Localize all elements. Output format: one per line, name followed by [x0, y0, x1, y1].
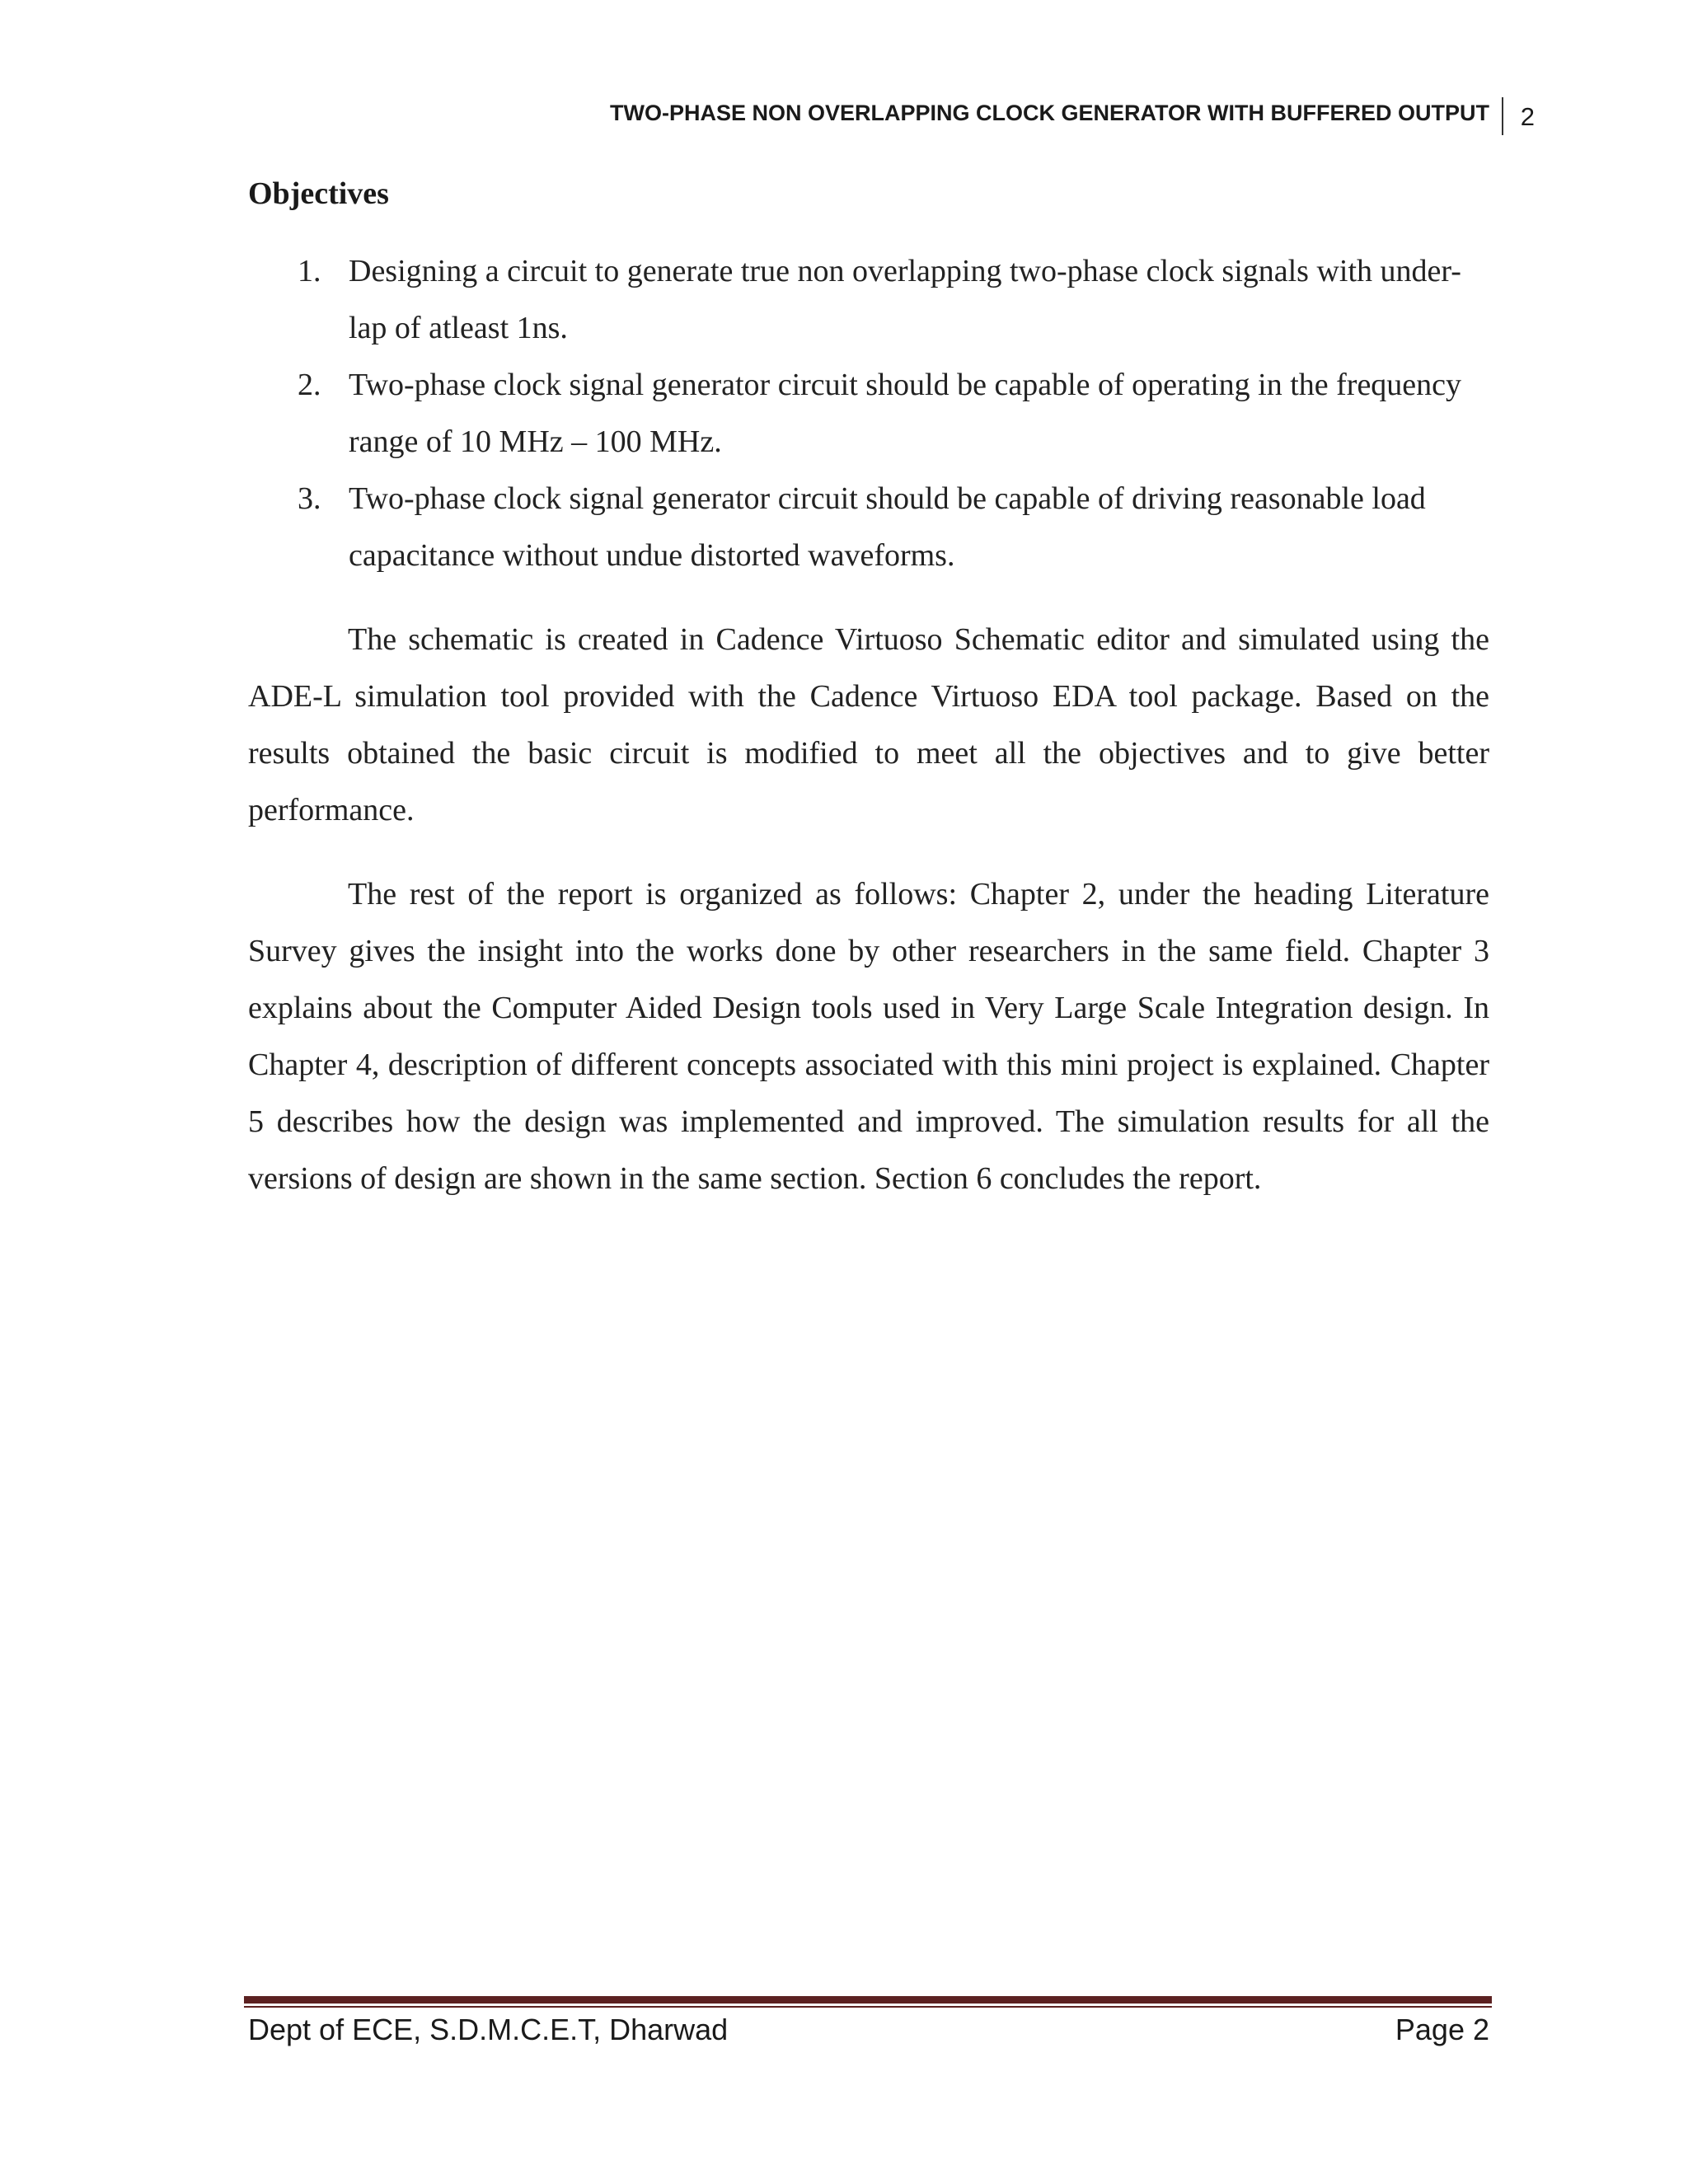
- list-item-text: Designing a circuit to generate true non overlapping two-phase clock signals with under-lap of atleast 1ns.: [349, 254, 1461, 345]
- header-divider: [1502, 97, 1503, 135]
- header-page-number: 2: [1520, 102, 1535, 131]
- paragraph-methodology: The schematic is created in Cadence Virtuoso Schematic editor and simulated using the ADE-L simulation tool provided with the Cadence Virtuoso EDA tool package. Based on the results obtained the basic circuit is modified to meet all the objectives and to give better performance.: [248, 622, 1489, 827]
- footer-page-label: Page 2: [1395, 2013, 1489, 2046]
- paragraph-report-organization: The rest of the report is organized as follows: Chapter 2, under the heading Literature Survey gives the insight into the works done by other researchers in the same field. Chapter 3 explains about the Computer Aided Design tools used in Very Large Scale Integration design. In Chapter 4, description of different concepts associated with this mini project is explained. Chapter 5 describes how the design was implemented and improved. The simulation results for all the versions of design are shown in the same section. Section 6 concludes the report.: [248, 877, 1489, 1196]
- section-heading: Objectives: [248, 176, 389, 211]
- list-item: [248, 357, 1489, 471]
- page-content: [248, 169, 1489, 1207]
- list-item-number: 3.: [298, 481, 321, 516]
- footer-rule: [244, 1996, 1492, 2004]
- header-title: TWO-PHASE NON OVERLAPPING CLOCK GENERATOR WITH BUFFERED OUTPUT: [609, 101, 1489, 125]
- list-item-number: 2.: [298, 368, 321, 402]
- footer-rule-thin: [244, 2006, 1492, 2008]
- list-item-text: Two-phase clock signal generator circuit should be capable of driving reasonable load capacitance without undue distorted waveforms.: [349, 481, 1426, 573]
- list-item: [248, 471, 1489, 584]
- list-item: [248, 243, 1489, 357]
- list-item-text: Two-phase clock signal generator circuit should be capable of operating in the frequency range of 10 MHz – 100 MHz.: [349, 368, 1462, 459]
- list-item-number: 1.: [298, 254, 321, 288]
- page-header: [247, 97, 1535, 138]
- footer-department: Dept of ECE, S.D.M.C.E.T, Dharwad: [248, 2013, 729, 2046]
- objectives-list: [248, 243, 1489, 584]
